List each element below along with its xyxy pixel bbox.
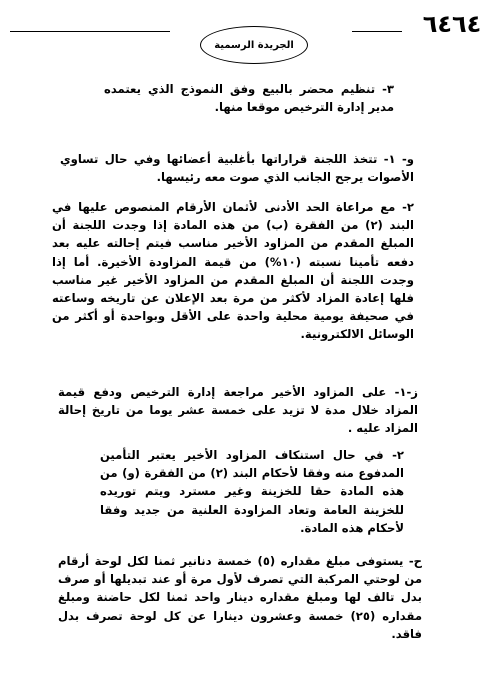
header-rule-left	[10, 31, 170, 32]
page-number: ٦٤٦٤	[422, 10, 482, 38]
gazette-name-oval	[200, 26, 308, 64]
paragraph-waw-1-committee-decisions: و- ١- تتخذ اللجنة قراراتها بأغلبية أعضائها وفي حال تساوي الأصوات يرجح الجانب الذي صوت معه رئيسها.	[60, 152, 414, 185]
gazette-name: الجريدة الرسمية	[214, 39, 294, 51]
paragraph-waw-2-minimum-price: ٢- مع مراعاة الحد الأدنى لأثمان الأرقام المنصوص عليها في البند (٢) من الفقرة (ب) من هذه المادة إذا وجدت اللجنة أن المبلغ المقدم من المزاود الأخير مناسب فيتم إحالته عليه بعد دفعه تأمينا نسبته (١٠%) من قيمة المزاودة الأخيرة. أما إذا وجدت اللجنة أن المبلغ المقدم من المزاود الأخير غير مناسب فلها إعادة المزاد لأكثر من مرة بعد الإعلان عن تاريخه وساعته في صحيفة يومية محلية واحدة على الأقل وبواحدة أو أكثر من الوسائل الالكترونية.	[52, 200, 415, 342]
paragraph-zay-1-payment: ز-١- على المزاود الأخير مراجعة إدارة الترخيص ودفع قيمة المزاد خلال مدة لا تزيد على خمسة عشر يوما من تاريخ إحالة المزاد عليه .	[58, 385, 418, 436]
header-rule-right	[352, 31, 402, 32]
paragraph-ha-plate-fees: ح- يستوفى مبلغ مقداره (٥) خمسة دنانير ثمنا لكل لوحة أرقام من لوحتي المركبة التي تصرف لأول مرة أو عند تبديلها أو صرف بدل تالف لها ومبلغ مقداره دينار واحد ثمنا لكل حاضنة ومبلغ مقداره (٢٥) خمسة وعشرون دينارا عن كل لوحة تصرف بدل فاقد.	[58, 554, 422, 641]
paragraph-3-sales-record: ٣- تنظيم محضر بالبيع وفق النموذج الذي يعتمده مدير إدارة الترخيص موقعا منها.	[104, 82, 394, 115]
paragraph-zay-2-withdrawal: ٢- في حال استنكاف المزاود الأخير يعتبر التأمين المدفوع منه وفقا لأحكام البند (٢) من الفقرة (و) من هذه المادة حقا للخزينة وغير مسترد ويتم توريده للخزينة العامة وتعاد المزاودة العلنية من جديد وفقا لأحكام هذه المادة.	[100, 448, 404, 535]
